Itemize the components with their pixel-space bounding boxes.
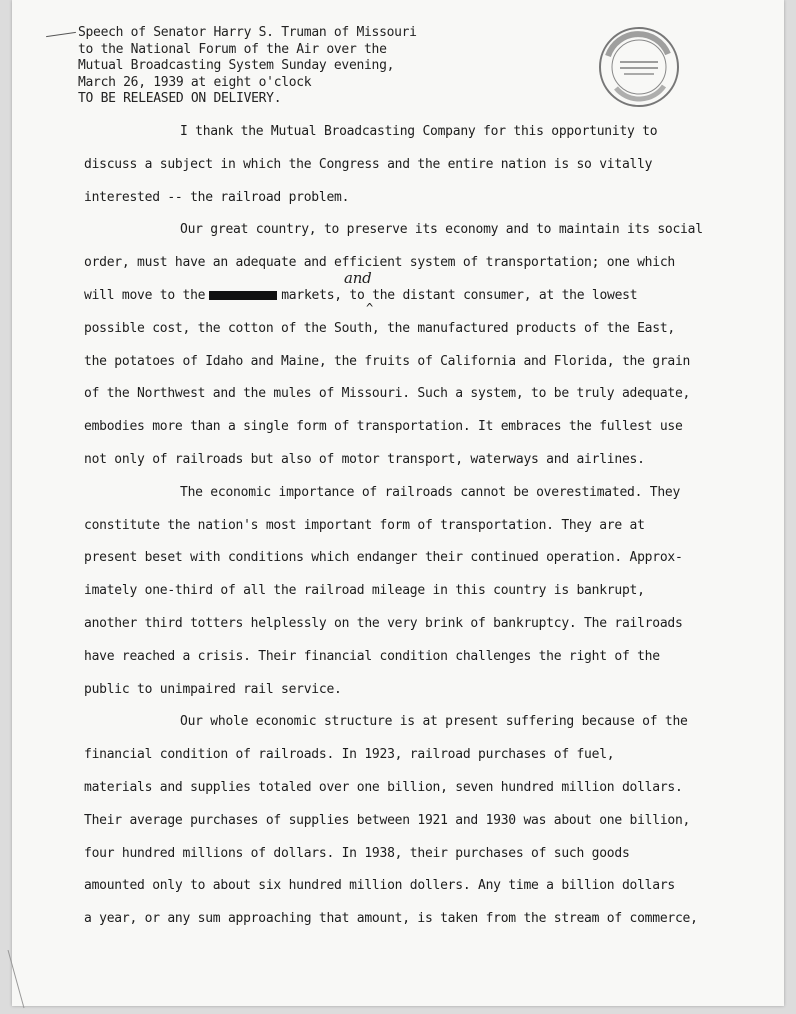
text-line: financial condition of railroads. In 1923, railroad purchases of fuel, [84, 747, 615, 763]
text-line: order, must have an adequate and efficient system of transportation; one which [84, 255, 675, 271]
text-segment: markets, to the distant consumer, at the lowest [281, 287, 638, 303]
text-segment: will move to the [84, 287, 206, 303]
text-line: public to unimpaired rail service. [84, 681, 342, 697]
text-line: possible cost, the cotton of the South, the manufactured products of the East, [84, 320, 675, 336]
text-line: imately one-third of all the railroad mileage in this country is bankrupt, [84, 583, 645, 599]
text-line: not only of railroads but also of motor transport, waterways and airlines. [84, 451, 645, 467]
text-line: materials and supplies totaled over one billion, seven hundred million dollars. [84, 779, 683, 795]
text-line: the potatoes of Idaho and Maine, the fruits of California and Florida, the grain [84, 353, 691, 369]
handwritten-insert: and [344, 268, 372, 287]
text-line: amounted only to about six hundred million dollers. Any time a billion dollars [84, 878, 675, 894]
text-line: embodies more than a single form of transportation. It embraces the fullest use [84, 419, 683, 435]
text-line: of the Northwest and the mules of Missouri. Such a system, to be truly adequate, [84, 386, 691, 402]
text-line: The economic importance of railroads cannot be overestimated. They [180, 484, 681, 500]
text-line: constitute the nation's most important form of transportation. They are at [84, 517, 645, 533]
pencil-mark [46, 32, 76, 37]
text-line: discuss a subject in which the Congress and the entire nation is so vitally [84, 156, 653, 172]
text-line: have reached a crisis. Their financial condition challenges the right of the [84, 648, 660, 664]
header-line: TO BE RELEASED ON DELIVERY. [78, 91, 282, 106]
document-page [12, 0, 784, 1006]
text-line: four hundred millions of dollars. In 1938, their purchases of such goods [84, 845, 630, 861]
header-line: to the National Forum of the Air over the [78, 41, 387, 57]
text-line: Our great country, to preserve its economy and to maintain its social [180, 222, 703, 238]
speech-body [84, 116, 744, 936]
header-line: Speech of Senator Harry S. Truman of Missouri [78, 25, 417, 40]
redaction-mark [209, 291, 277, 300]
text-line: interested -- the railroad problem. [84, 189, 350, 205]
archive-stamp-icon [598, 26, 680, 108]
insertion-caret: ^ [366, 300, 373, 315]
speech-header [78, 25, 417, 108]
text-line: a year, or any sum approaching that amount, is taken from the stream of commerce, [84, 911, 698, 927]
header-line: March 26, 1939 at eight o'clock [78, 74, 312, 90]
edited-text-line [84, 268, 744, 315]
page-curl-mark [6, 950, 26, 1010]
text-line: present beset with conditions which endanger their continued operation. Approx- [84, 550, 683, 566]
text-line: another third totters helplessly on the very brink of bankruptcy. The railroads [84, 615, 683, 631]
header-line: Mutual Broadcasting System Sunday evening, [78, 58, 395, 73]
text-line: Our whole economic structure is at present suffering because of the [180, 714, 688, 730]
text-line: I thank the Mutual Broadcasting Company for this opportunity to [180, 124, 658, 139]
text-line: Their average purchases of supplies between 1921 and 1930 was about one billion, [84, 812, 691, 828]
